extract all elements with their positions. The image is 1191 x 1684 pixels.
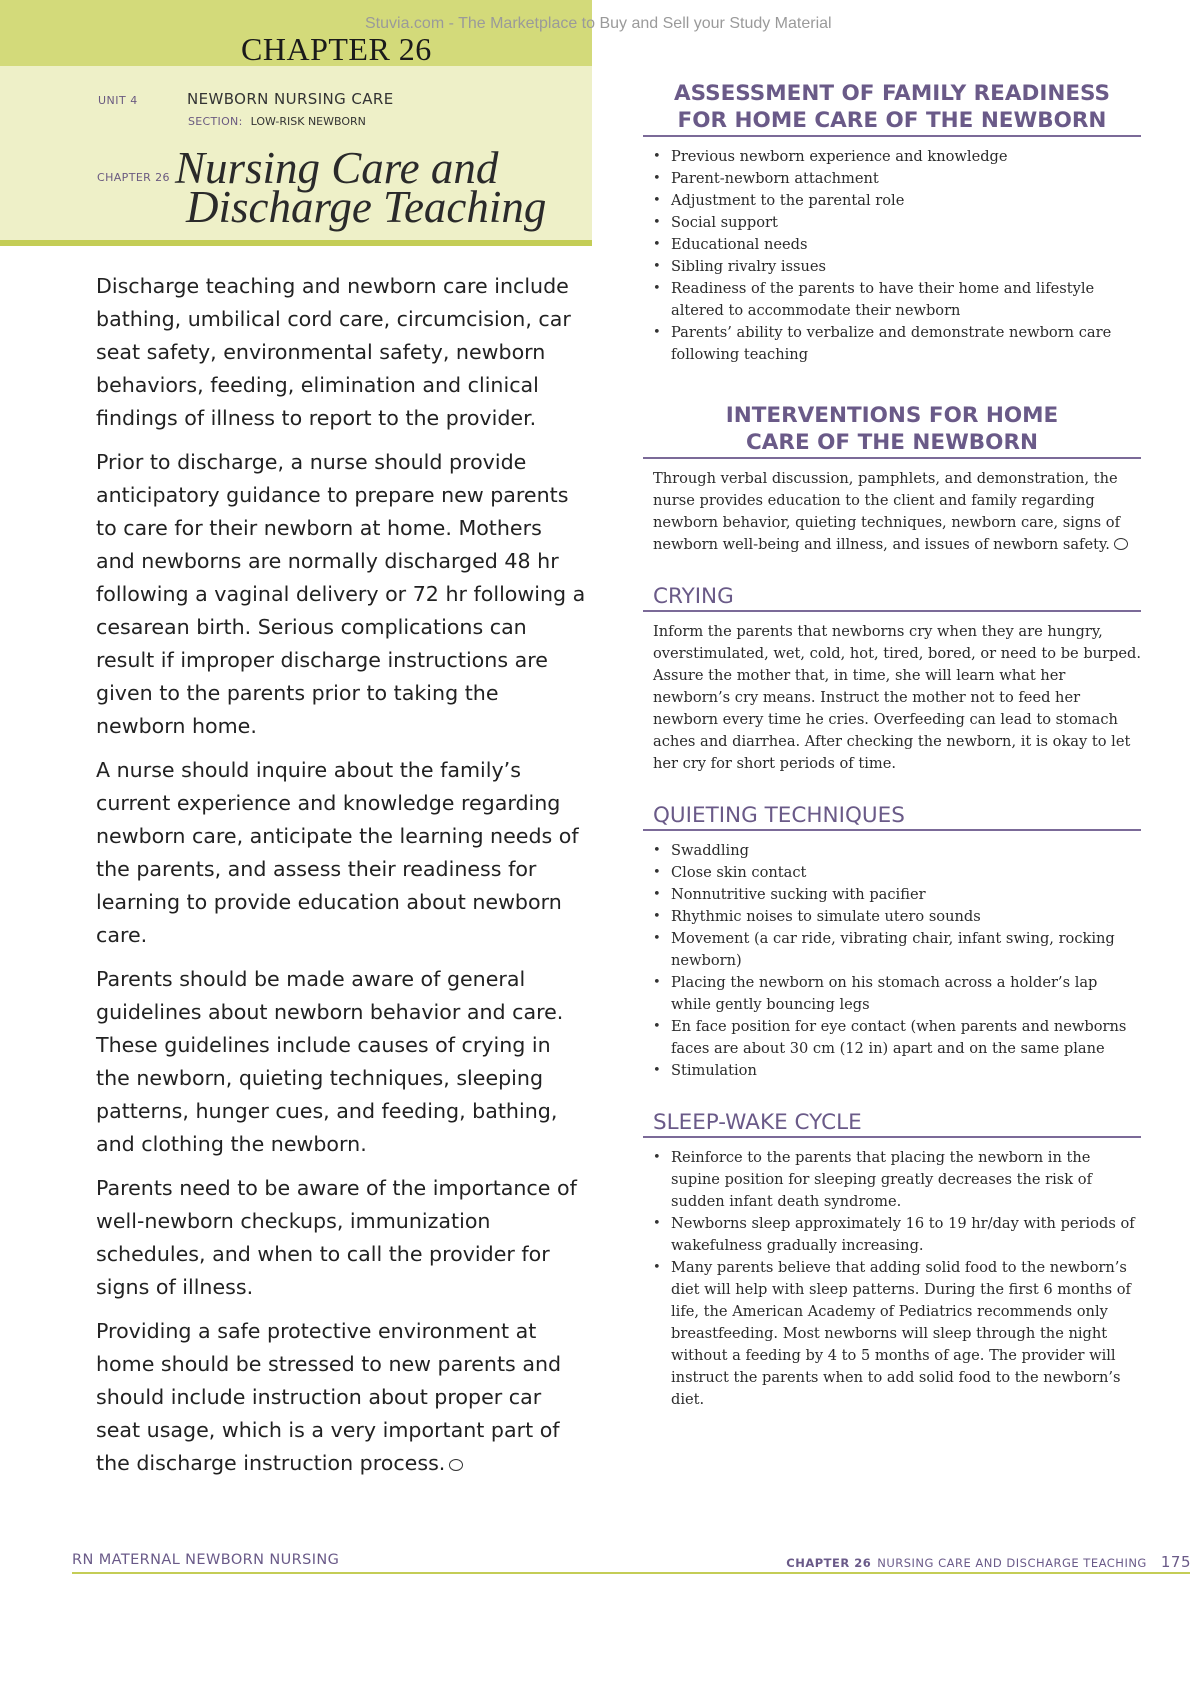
right-column xyxy=(643,80,1141,1411)
body-paragraph-text: Providing a safe protective environment at home should be stressed to new parents and should include instruction about proper car seat usage, which is a very important part of the discharge instruction process. xyxy=(96,1319,562,1475)
interventions-heading-line-1: INTERVENTIONS FOR HOME xyxy=(725,403,1059,428)
list-item: • Rhythmic noises to simulate utero sounds xyxy=(653,906,1141,928)
body-paragraph: Parents need to be aware of the importance of well-newborn checkups, immunization schedules, and when to call the provider for signs of illness. xyxy=(96,1176,577,1299)
quieting-list xyxy=(643,840,1141,1082)
interventions-heading xyxy=(643,402,1141,459)
footer-rule xyxy=(72,1572,1190,1574)
list-item: • Sibling rivalry issues xyxy=(653,256,1141,278)
left-column xyxy=(96,270,586,1491)
reference-icon xyxy=(1114,538,1128,550)
reference-icon xyxy=(449,1459,463,1471)
body-paragraph: Prior to discharge, a nurse should provide anticipatory guidance to prepare new parents to care for their newborn at home. Mothers and newborns are normally discharged 48 hr following a vaginal delivery or 72 hr following a cesarean birth. Serious complications can result if improper discharge instructions are given to the parents prior to taking the newborn home. xyxy=(96,450,586,738)
chapter-label: CHAPTER 26 xyxy=(97,171,170,184)
list-item: • Close skin contact xyxy=(653,862,1141,884)
assessment-list xyxy=(643,146,1141,366)
chapter-heading: CHAPTER 26 xyxy=(241,31,432,67)
assessment-heading-line-2: FOR HOME CARE OF THE NEWBORN xyxy=(677,108,1107,133)
list-item: • Movement (a car ride, vibrating chair, infant swing, rocking newborn) xyxy=(653,928,1141,972)
body-paragraph: A nurse should inquire about the family’s current experience and knowledge regarding newborn care, anticipate the learning needs of the parents, and assess their readiness for learning to provide education about newborn care. xyxy=(96,758,579,947)
header-rule xyxy=(0,240,592,246)
interventions-body: Through verbal discussion, pamphlets, and demonstration, the nurse provides education to the client and family regarding newborn behavior, quieting techniques, newborn care, signs of newborn well-being and illness, and issues of newborn safety. xyxy=(653,470,1120,553)
list-item: • Educational needs xyxy=(653,234,1141,256)
quieting-heading: QUIETING TECHNIQUES xyxy=(643,803,1141,831)
footer-chapter: CHAPTER 26 xyxy=(786,1556,872,1570)
interventions-text xyxy=(643,468,1141,556)
list-item: • Stimulation xyxy=(653,1060,1141,1082)
list-item: • Many parents believe that adding solid food to the newborn’s diet will help with sleep patterns. During the first 6 months of life, the American Academy of Pediatrics recommends only breastfeeding. Most newborns will sleep through the night without a feeding by 4 to 5 months of age. The provider will instruct the parents when to add solid food to the newborn’s diet. xyxy=(653,1257,1141,1411)
section-label: SECTION: xyxy=(188,115,243,128)
footer-chapter-title: NURSING CARE AND DISCHARGE TEACHING xyxy=(877,1556,1147,1570)
list-item: • Previous newborn experience and knowledge xyxy=(653,146,1141,168)
assessment-heading-line-1: ASSESSMENT OF FAMILY READINESS xyxy=(673,81,1111,106)
list-item: • Swaddling xyxy=(653,840,1141,862)
list-item: • Readiness of the parents to have their home and lifestyle altered to accommodate their newborn xyxy=(653,278,1141,322)
footer-running-head xyxy=(591,1553,1191,1571)
list-item: • Placing the newborn on his stomach across a holder’s lap while gently bouncing legs xyxy=(653,972,1141,1016)
assessment-heading xyxy=(643,80,1141,137)
list-item: • Parents’ ability to verbalize and demonstrate newborn care following teaching xyxy=(653,322,1141,366)
intro-paragraph: Discharge teaching and newborn care include bathing, umbilical cord care, circumcision, car seat safety, environmental safety, newborn behaviors, feeding, elimination and clinical findings of illness to report to the provider. xyxy=(96,274,571,430)
list-item: • En face position for eye contact (when parents and newborns faces are about 30 cm (12 in) apart and on the same plane xyxy=(653,1016,1141,1060)
list-item: • Nonnutritive sucking with pacifier xyxy=(653,884,1141,906)
unit-title: NEWBORN NURSING CARE xyxy=(187,90,394,108)
page-number: 175 xyxy=(1160,1553,1191,1571)
body-paragraph: Parents should be made aware of general guidelines about newborn behavior and care. These guidelines include causes of crying in the newborn, quieting techniques, sleeping patterns, hunger cues, and feeding, bathing, and clothing the newborn. xyxy=(96,967,564,1156)
page-title-line-2: Discharge Teaching xyxy=(186,182,547,232)
list-item: • Social support xyxy=(653,212,1141,234)
list-item: • Newborns sleep approximately 16 to 19 hr/day with periods of wakefulness gradually increasing. xyxy=(653,1213,1141,1257)
sleep-heading: SLEEP-WAKE CYCLE xyxy=(643,1110,1141,1138)
body-paragraph xyxy=(96,1315,586,1480)
section-value: LOW-RISK NEWBORN xyxy=(250,115,366,128)
interventions-heading-line-2: CARE OF THE NEWBORN xyxy=(745,430,1039,455)
list-item: • Parent-newborn attachment xyxy=(653,168,1141,190)
list-item: • Reinforce to the parents that placing the newborn in the supine position for sleeping greatly decreases the risk of sudden infant death syndrome. xyxy=(653,1147,1141,1213)
footer-book-title: RN MATERNAL NEWBORN NURSING xyxy=(72,1552,340,1568)
list-item: • Adjustment to the parental role xyxy=(653,190,1141,212)
sleep-list xyxy=(643,1147,1141,1411)
crying-heading: CRYING xyxy=(643,584,1141,612)
section-line xyxy=(188,115,366,128)
watermark: Stuvia.com - The Marketplace to Buy and Sell your Study Material xyxy=(365,15,832,32)
page-title-line-1: Nursing Care and xyxy=(175,143,499,193)
crying-text: Inform the parents that newborns cry when they are hungry, overstimulated, wet, cold, hot, tired, bored, or need to be burped. Assure the mother that, in time, she will learn what her newborn’s cry means. Instruct the mother not to feed her newborn every time he cries. Overfeeding can lead to stomach aches and diarrhea. After checking the newborn, it is okay to let her cry for short periods of time. xyxy=(653,623,1141,772)
unit-label: UNIT 4 xyxy=(98,94,138,107)
